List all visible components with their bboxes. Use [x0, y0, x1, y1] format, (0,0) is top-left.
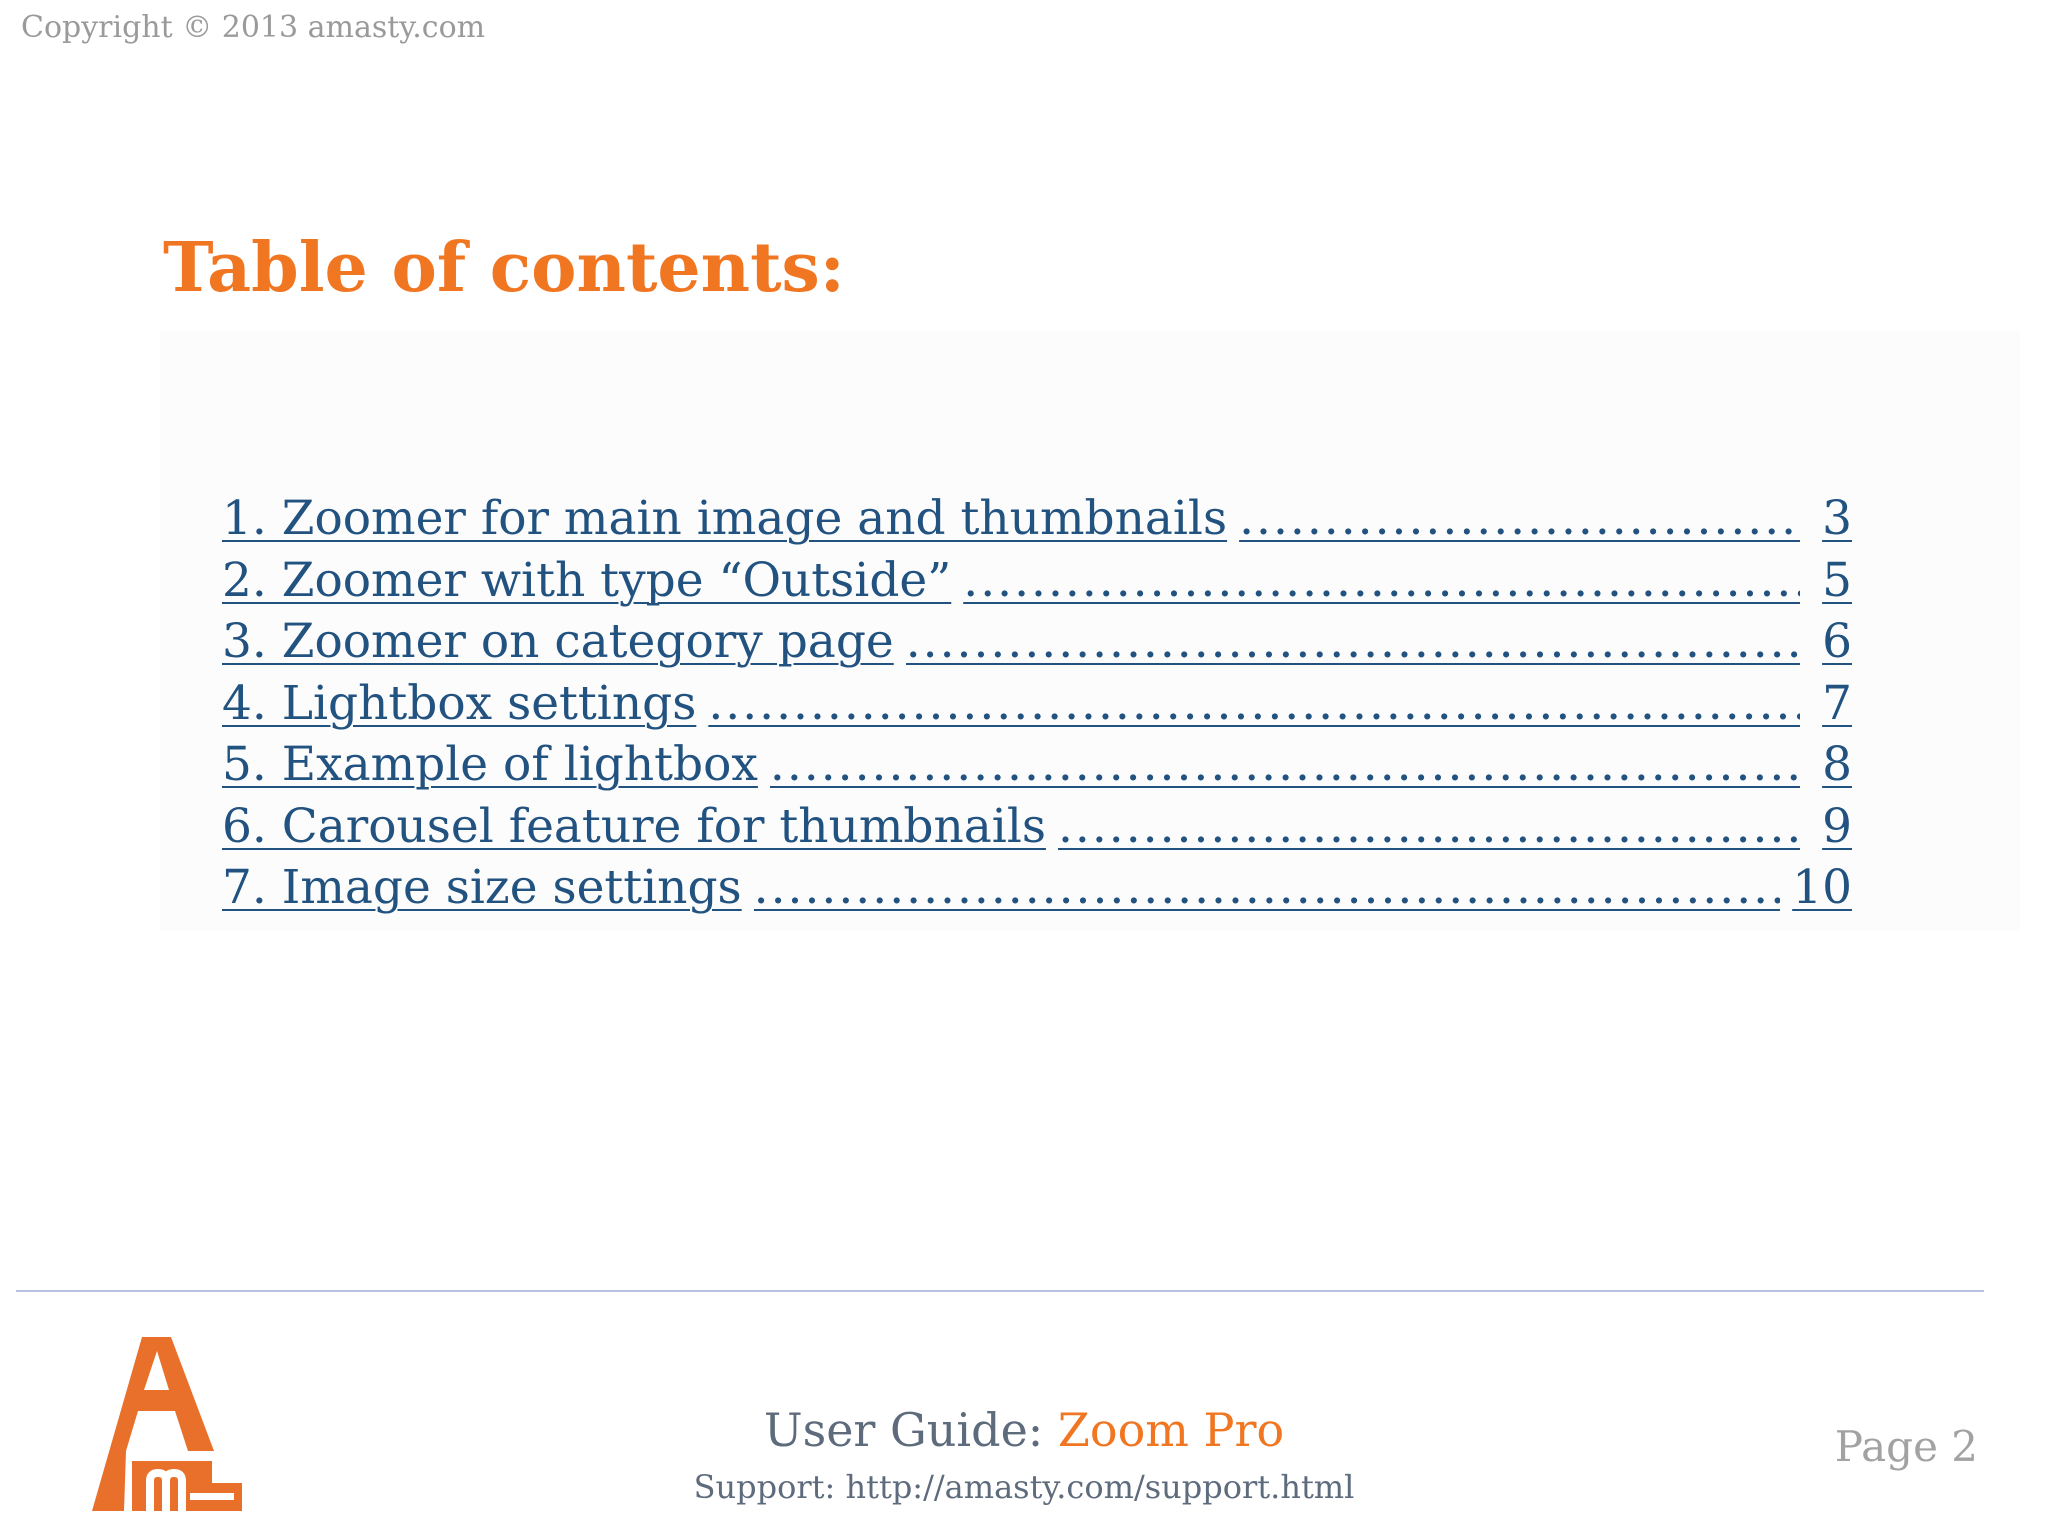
- copyright-notice: Copyright © 2013 amasty.com: [21, 10, 486, 45]
- toc-entry-page: 9: [1822, 798, 1852, 854]
- toc-entry-label: 1. Zoomer for main image and thumbnails: [222, 491, 1228, 546]
- user-guide-title: [0, 1403, 2048, 1457]
- footer-divider: [16, 1290, 1984, 1292]
- toc-entry-3[interactable]: [222, 611, 1852, 673]
- toc-entry-6[interactable]: [222, 796, 1852, 858]
- toc-entry-page: 6: [1822, 614, 1852, 669]
- toc-dot-leader: [1058, 796, 1800, 858]
- toc-entry-label: 3. Zoomer on category page: [222, 614, 894, 669]
- toc-entry-page: 10: [1792, 860, 1852, 915]
- toc-entry-4[interactable]: [222, 673, 1852, 735]
- toc-dot-leader: [963, 550, 1800, 612]
- toc-entry-label: 4. Lightbox settings: [222, 675, 697, 731]
- toc-dot-leader: [708, 673, 1800, 735]
- toc-entry-7[interactable]: [222, 857, 1852, 919]
- toc-entry-page: 5: [1822, 552, 1852, 608]
- toc-entry-label: 5. Example of lightbox: [222, 737, 758, 792]
- toc-entry-5[interactable]: [222, 734, 1852, 796]
- toc-dot-leader: [906, 611, 1800, 673]
- toc-entry-page: 3: [1822, 491, 1852, 546]
- page-number: Page 2: [1834, 1422, 1978, 1471]
- toc-dot-leader: [1239, 488, 1800, 550]
- toc-entry-2[interactable]: [222, 550, 1852, 612]
- toc-list: [222, 488, 1852, 919]
- support-link[interactable]: Support: http://amasty.com/support.html: [693, 1468, 1355, 1506]
- toc-entry-label: 7. Image size settings: [222, 860, 742, 915]
- toc-entry-label: 2. Zoomer with type “Outside”: [222, 552, 952, 608]
- toc-entry-1[interactable]: [222, 488, 1852, 550]
- toc-entry-page: 8: [1822, 737, 1852, 792]
- product-name: Zoom Pro: [1057, 1403, 1285, 1457]
- toc-dot-leader: [770, 734, 1800, 796]
- toc-entry-page: 7: [1822, 675, 1852, 731]
- toc-entry-label: 6. Carousel feature for thumbnails: [222, 798, 1046, 854]
- user-guide-prefix: User Guide:: [763, 1403, 1044, 1457]
- toc-dot-leader: [754, 857, 1781, 919]
- toc-title: Table of contents:: [163, 228, 845, 308]
